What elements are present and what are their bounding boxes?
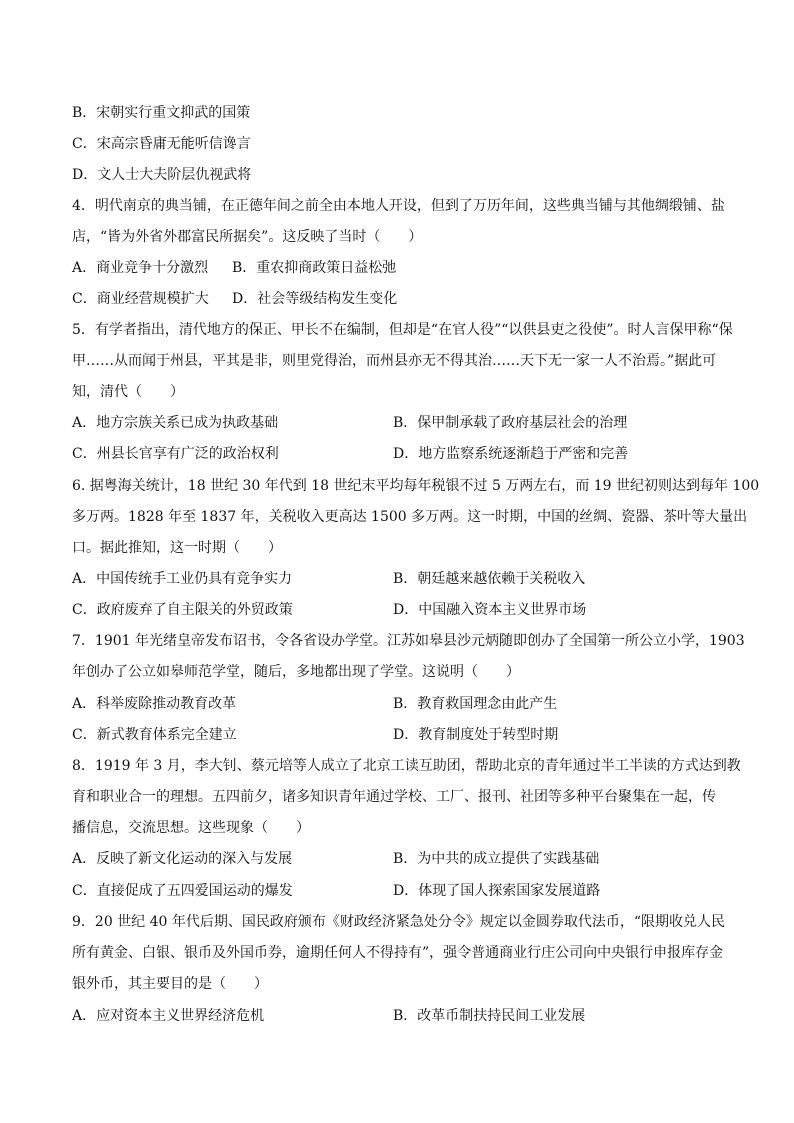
q6-stem-line-3: 口。据此推知，这一时期（ ） xyxy=(72,540,282,556)
q9-option-a: A．应对资本主义世界经济危机 xyxy=(72,1008,265,1024)
q4-stem-line-2: 店，“皆为外省外郡富民所据矣”。这反映了当时（ ） xyxy=(72,229,423,245)
q8-stem-line-2: 育和职业合一的理想。五四前夕，诸多知识青年通过学校、工厂、报刊、社团等多种平台聚集在一起，传 xyxy=(72,789,716,805)
q8-option-d: D．体现了国人探索国家发展道路 xyxy=(393,883,601,899)
q8-option-c: C．直接促成了五四爱国运动的爆发 xyxy=(72,883,293,899)
q4-option-d: D．社会等级结构发生变化 xyxy=(232,291,398,307)
q7-stem-line-2: 年创办了公立如皋师范学堂，随后，多地都出现了学堂。这说明（ ） xyxy=(72,664,520,680)
q5-option-c: C．州县长官享有广泛的政治权利 xyxy=(72,446,279,462)
q4-stem-line-1: 4．明代南京的典当铺，在正德年间之前全由本地人开设，但到了万历年间，这些典当铺与其他绸缎铺、盐 xyxy=(72,198,725,214)
q6-stem-line-1: 6. 据粤海关统计，18 世纪 30 年代到 18 世纪末平均每年税银不过 5 万两左右，而 19 世纪初则达到每年 100 xyxy=(72,478,760,494)
q5-option-a: A．地方宗族关系已成为执政基础 xyxy=(72,415,279,431)
q4-option-a: A．商业竞争十分激烈 xyxy=(72,260,209,276)
q9-option-b: B．改革币制扶持民间工业发展 xyxy=(393,1008,586,1024)
q9-stem-line-3: 银外币，其主要目的是（ ） xyxy=(72,976,268,992)
q5-stem-line-3: 知，清代（ ） xyxy=(72,384,184,400)
q4-option-c: C．商业经营规模扩大 xyxy=(72,291,209,307)
q6-option-a: A．中国传统手工业仍具有竞争实力 xyxy=(72,571,293,587)
q8-option-b: B．为中共的成立提供了实践基础 xyxy=(393,851,600,867)
q5-stem-line-1: 5．有学者指出，清代地方的保正、甲长不在编制，但却是“在官人役”“以供县吏之役使”。时人言保甲称“保 xyxy=(72,322,733,338)
q6-option-c: C．政府废弃了自主限关的外贸政策 xyxy=(72,602,293,618)
q7-option-d: D．教育制度处于转型时期 xyxy=(393,727,559,743)
q5-option-b: B．保甲制承载了政府基层社会的治理 xyxy=(393,415,628,431)
q5-option-d: D．地方监察系统逐渐趋于严密和完善 xyxy=(393,446,629,462)
q3-option-d: D．文人士大夫阶层仇视武将 xyxy=(72,167,252,183)
q6-option-d: D．中国融入资本主义世界市场 xyxy=(393,602,587,618)
q9-stem-line-1: 9．20 世纪 40 年代后期、国民政府颁布《财政经济紧急处分令》规定以金圆券取代法币，“限期收兑人民 xyxy=(72,914,726,930)
q7-option-a: A．科举废除推动教育改革 xyxy=(72,696,237,712)
q7-option-b: B．教育救国理念由此产生 xyxy=(393,696,558,712)
q3-option-b: B．宋朝实行重文抑武的国策 xyxy=(72,105,251,121)
q4-option-b: B．重农抑商政策日益松弛 xyxy=(232,260,397,276)
q3-option-c: C．宋高宗昏庸无能听信谗言 xyxy=(72,136,251,152)
q5-stem-line-2: 甲……从而闻于州县，平其是非，则里党得治，而州县亦无不得其治……天下无一家一人不治焉。”据此可 xyxy=(72,353,717,369)
q6-option-b: B．朝廷越来越依赖于关税收入 xyxy=(393,571,586,587)
q8-stem-line-3: 播信息，交流思想。这些现象（ ） xyxy=(72,820,310,836)
q8-stem-line-1: 8．1919 年 3 月，李大钊、蔡元培等人成立了北京工读互助团，帮助北京的青年通过半工半读的方式达到教 xyxy=(72,758,741,774)
q9-stem-line-2: 所有黄金、白银、银币及外国币券，逾期任何人不得持有”，强令普通商业行庄公司向中央银行申报库存金 xyxy=(72,945,724,961)
q6-stem-line-2: 多万两。1828 年至 1837 年，关税收入更高达 1500 多万两。这一时期，中国的丝绸、瓷器、茶叶等大量出 xyxy=(72,509,748,525)
q8-option-a: A．反映了新文化运动的深入与发展 xyxy=(72,851,293,867)
q7-stem-line-1: 7．1901 年光绪皇帝发布诏书，令各省设办学堂。江苏如皋县沙元炳随即创办了全国第一所公立小学，1903 xyxy=(72,633,745,649)
q7-option-c: C．新式教育体系完全建立 xyxy=(72,727,237,743)
